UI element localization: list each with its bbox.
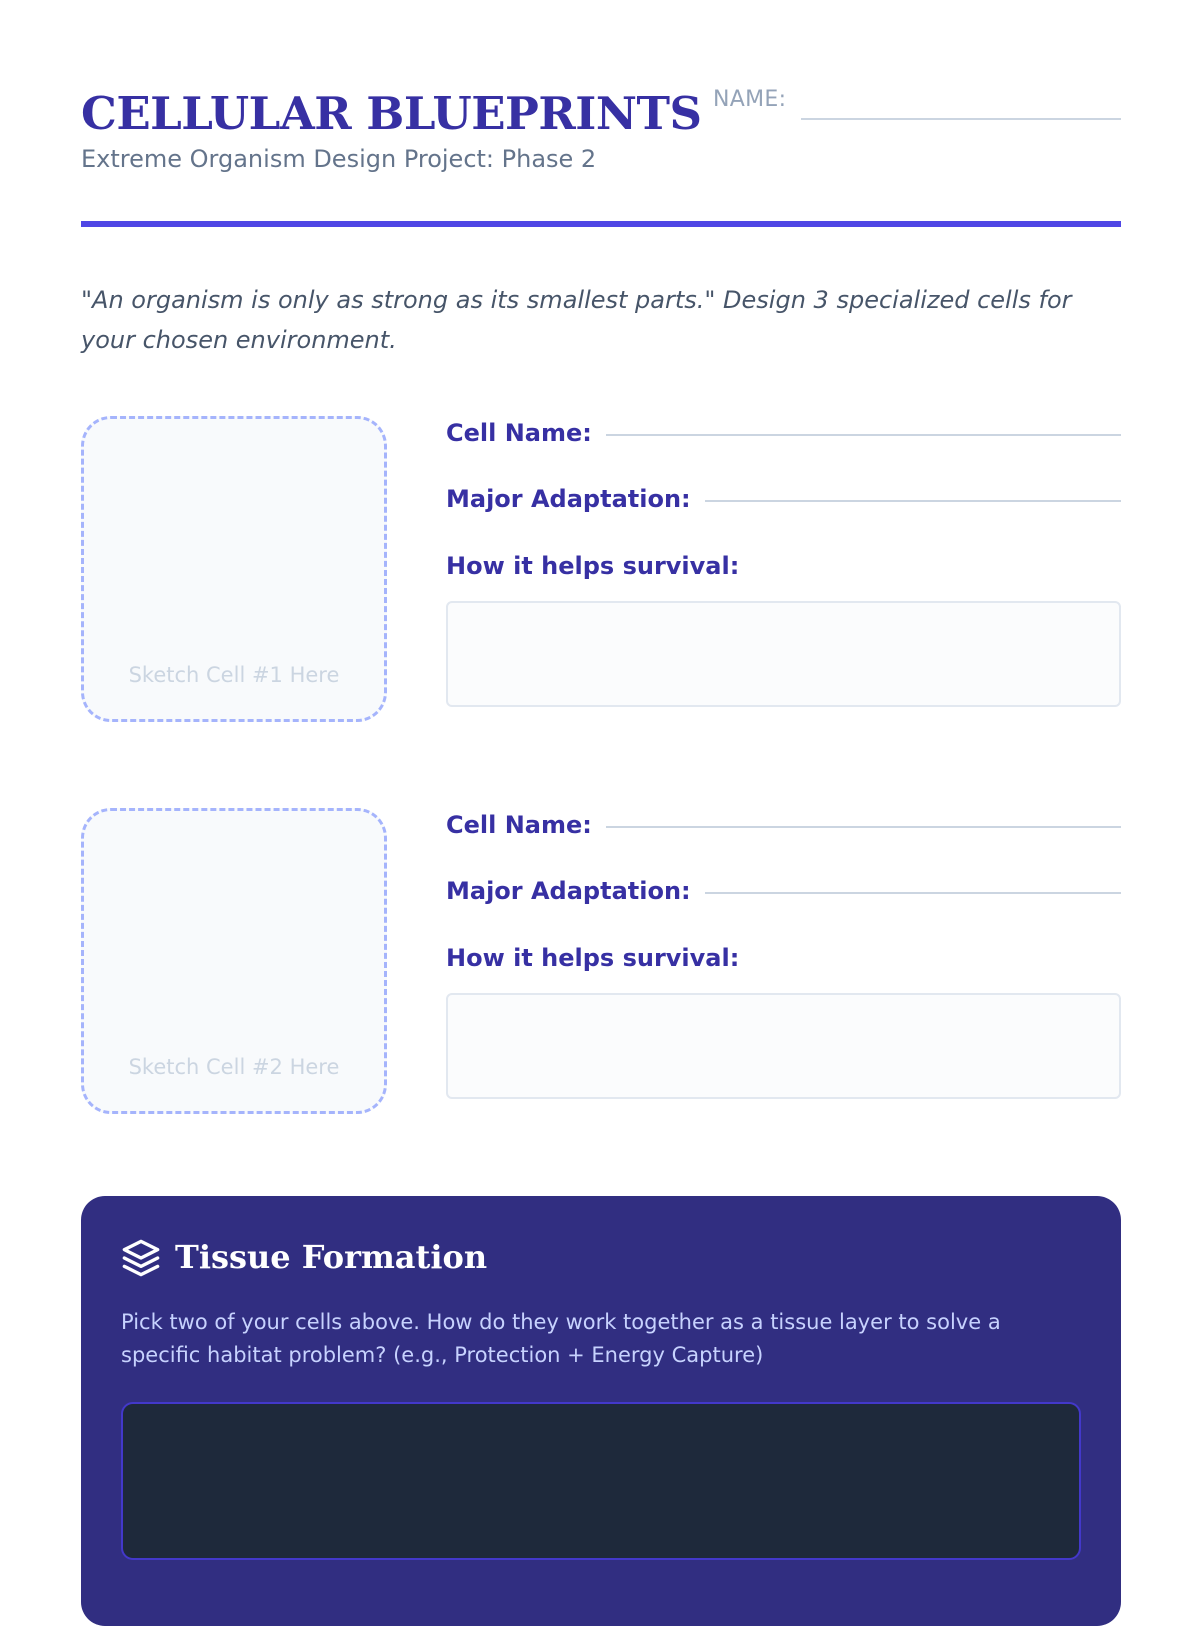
worksheet-header bbox=[81, 80, 1121, 230]
adaptation-input[interactable] bbox=[705, 500, 1121, 502]
survival-label: How it helps survival: bbox=[446, 944, 740, 972]
survival-answer-box[interactable] bbox=[446, 993, 1121, 1099]
survival-field-row bbox=[446, 549, 1121, 583]
tissue-description: Pick two of your cells above. How do they work together as a tissue layer to solve a specific habitat problem? (e.g., Protection + Energy Capture) bbox=[121, 1310, 1001, 1367]
survival-field-row bbox=[446, 941, 1121, 975]
page-subtitle: Extreme Organism Design Project: Phase 2 bbox=[81, 145, 597, 173]
survival-answer-box[interactable] bbox=[446, 601, 1121, 707]
adaptation-label: Major Adaptation: bbox=[446, 877, 691, 905]
adaptation-input[interactable] bbox=[705, 892, 1121, 894]
sketch-area-cell-2[interactable] bbox=[81, 808, 387, 1114]
cell-block-1 bbox=[81, 416, 1121, 726]
page-title: CELLULAR BLUEPRINTS bbox=[81, 87, 702, 140]
adaptation-field-row bbox=[446, 482, 1121, 516]
adaptation-label: Major Adaptation: bbox=[446, 485, 691, 513]
sketch-label: Sketch Cell #2 Here bbox=[128, 1055, 340, 1079]
tissue-formation-panel bbox=[81, 1196, 1121, 1626]
cell-name-input[interactable] bbox=[606, 826, 1121, 828]
layers-icon bbox=[121, 1238, 161, 1278]
intro-text: "An organism is only as strong as its smallest parts." Design 3 specialized cells for your chosen environment. bbox=[81, 286, 1072, 354]
worksheet-page bbox=[81, 0, 1121, 1600]
sketch-area-cell-1[interactable] bbox=[81, 416, 387, 722]
adaptation-field-row bbox=[446, 874, 1121, 908]
cell-block-2 bbox=[81, 808, 1121, 1118]
name-field[interactable] bbox=[801, 118, 1121, 120]
cell-name-field-row bbox=[446, 416, 1121, 450]
tissue-answer-box[interactable] bbox=[121, 1402, 1081, 1560]
tissue-title: Tissue Formation bbox=[175, 1238, 488, 1276]
survival-label: How it helps survival: bbox=[446, 552, 740, 580]
sketch-label: Sketch Cell #1 Here bbox=[128, 663, 340, 687]
header-divider bbox=[81, 221, 1121, 227]
name-label: NAME: bbox=[713, 87, 787, 112]
cell-name-field-row bbox=[446, 808, 1121, 842]
cell-name-label: Cell Name: bbox=[446, 811, 592, 839]
cell-name-input[interactable] bbox=[606, 434, 1121, 436]
cell-name-label: Cell Name: bbox=[446, 419, 592, 447]
